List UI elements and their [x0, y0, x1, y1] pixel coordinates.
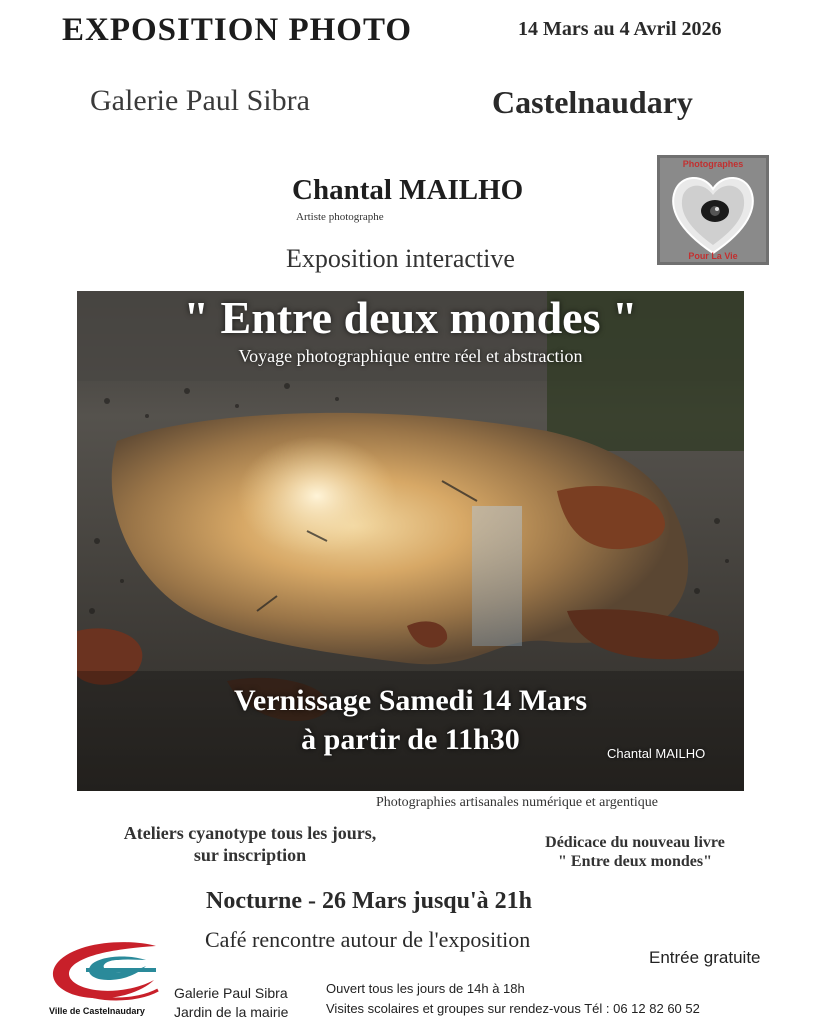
artist-name: Chantal MAILHO: [292, 174, 524, 206]
cafe-info: Café rencontre autour de l'exposition: [205, 927, 531, 952]
exhibition-type: Exposition interactive: [286, 244, 515, 273]
ateliers-line-1: Ateliers cyanotype tous les jours,: [123, 823, 377, 843]
heart-eye-icon: [657, 155, 769, 265]
logo-bottom-text: Pour La Vie: [688, 251, 738, 261]
photo-credit: Chantal MAILHO: [607, 746, 706, 761]
ateliers-info: [60, 822, 440, 866]
nocturne-info: Nocturne - 26 Mars jusqu'à 21h: [206, 888, 533, 914]
vernissage-time: à partir de 11h30: [301, 723, 520, 756]
dedicace-line-1: Dédicace du nouveau livre: [545, 834, 725, 851]
dedicace-line-2: " Entre deux mondes": [558, 853, 712, 870]
exhibition-title: " Entre deux mondes ": [183, 292, 638, 343]
city-name: Castelnaudary: [492, 84, 693, 120]
free-entry-label: Entrée gratuite: [649, 948, 761, 967]
exhibition-dates: 14 Mars au 4 Avril 2026: [518, 18, 722, 40]
ateliers-line-2: sur inscription: [193, 845, 307, 865]
gallery-name: Galerie Paul Sibra: [90, 84, 310, 117]
photographes-pour-la-vie-logo: [657, 155, 769, 265]
page-title: EXPOSITION PHOTO: [62, 12, 413, 48]
exhibition-photo: [77, 291, 744, 791]
group-visits-contact: Visites scolaires et groupes sur rendez-vous Tél : 06 12 82 60 52: [326, 1001, 700, 1016]
venue-line-1: Galerie Paul Sibra: [174, 985, 288, 1001]
venue-line-2: Jardin de la mairie: [174, 1004, 289, 1020]
artist-role: Artiste photographe: [296, 211, 384, 223]
logo-top-text: Photographes: [682, 159, 744, 169]
photo-caption: Photographies artisanales numérique et argentique: [376, 795, 658, 810]
vernissage-date: Vernissage Samedi 14 Mars: [233, 684, 588, 717]
city-logo-label: Ville de Castelnaudary: [49, 1006, 145, 1016]
opening-hours: Ouvert tous les jours de 14h à 18h: [326, 981, 525, 996]
dedicace-info: [500, 833, 770, 871]
city-emblem-icon: [46, 940, 164, 1006]
exhibition-subtitle: Voyage photographique entre réel et abstraction: [238, 346, 583, 366]
